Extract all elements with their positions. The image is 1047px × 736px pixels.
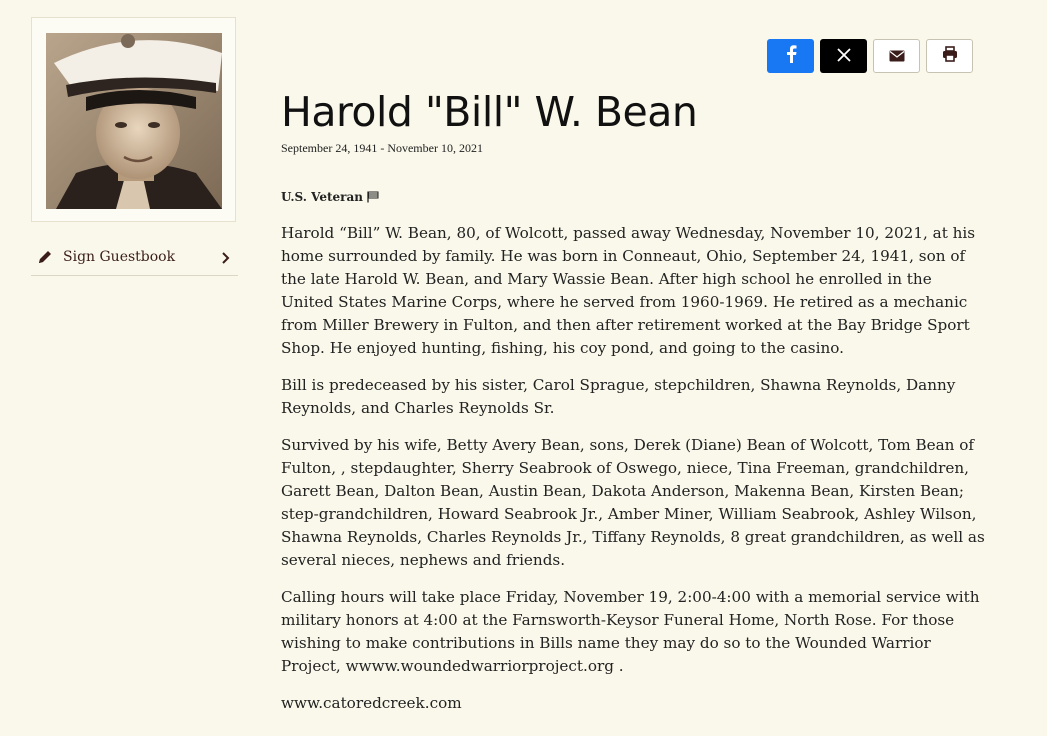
obituary-paragraph: Harold “Bill” W. Bean, 80, of Wolcott, passed away Wednesday, November 10, 2021, at his home surrounded by family. He was born in Conneaut, Ohio, September 24, 1941, son of the late Harold W. Bean, and Mary Wassie Bean. After high school he enrolled in the United States Marine Corps, where he served from 1960-1969. He retired as a mechanic from Miller Brewery in Fulton, and then after retirement worked at the Bay Bridge Sport Shop. He enjoyed hunting, fishing, his coy pond, and going to the casino. — [281, 224, 976, 357]
obituary-body — [281, 222, 987, 729]
x-icon — [837, 47, 851, 66]
share-facebook-button[interactable] — [767, 39, 814, 73]
facebook-icon — [785, 45, 797, 67]
flag-icon — [367, 191, 379, 203]
portrait-photo — [46, 33, 222, 209]
obituary-paragraph: Calling hours will take place Friday, November 19, 2:00-4:00 with a memorial service with military honors at 4:00 at the Farnsworth-Keysor Funeral Home, North Rose. For those wishing to make contributions in Bills name they may do so to the Wounded Warrior Project, wwww.woundedwarriorproject.org . — [281, 588, 980, 675]
chevron-right-icon — [220, 250, 232, 264]
share-x-button[interactable] — [820, 39, 867, 73]
veteran-label: U.S. Veteran — [281, 190, 363, 204]
share-email-button[interactable] — [873, 39, 920, 73]
obituary-paragraph: Survived by his wife, Betty Avery Bean, sons, Derek (Diane) Bean of Wolcott, Tom Bean of Fulton, , stepdaughter, Sherry Seabrook of Oswego, niece, Tina Freeman, grandchildren, Garett Bean, Dalton Bean, Austin Bean, Dakota Anderson, Makenna Bean, Kirsten Bean; step-grandchildren, Howard Seabrook Jr., Amber Miner, William Seabrook, Ashley Wilson, Shawna Reynolds, Charles Reynolds Jr., Tiffany Reynolds, 8 great grandchildren, as well as several nieces, nephews and friends. — [281, 436, 985, 569]
pencil-icon — [37, 249, 53, 265]
obituary-paragraph: Bill is predeceased by his sister, Carol Sprague, stepchildren, Shawna Reynolds, Danny Reynolds, and Charles Reynolds Sr. — [281, 376, 956, 417]
obituary-website: www.catoredcreek.com — [281, 694, 462, 712]
veteran-badge — [281, 190, 379, 204]
photo-frame — [31, 17, 236, 222]
print-button[interactable] — [926, 39, 973, 73]
obituary-dates: September 24, 1941 - November 10, 2021 — [281, 141, 483, 155]
sign-guestbook-link[interactable] — [31, 238, 238, 276]
share-buttons — [767, 39, 973, 73]
envelope-icon — [889, 47, 905, 66]
obituary-name: Harold "Bill" W. Bean — [281, 88, 698, 136]
print-icon — [942, 46, 958, 66]
sign-guestbook-label: Sign Guestbook — [63, 248, 176, 265]
